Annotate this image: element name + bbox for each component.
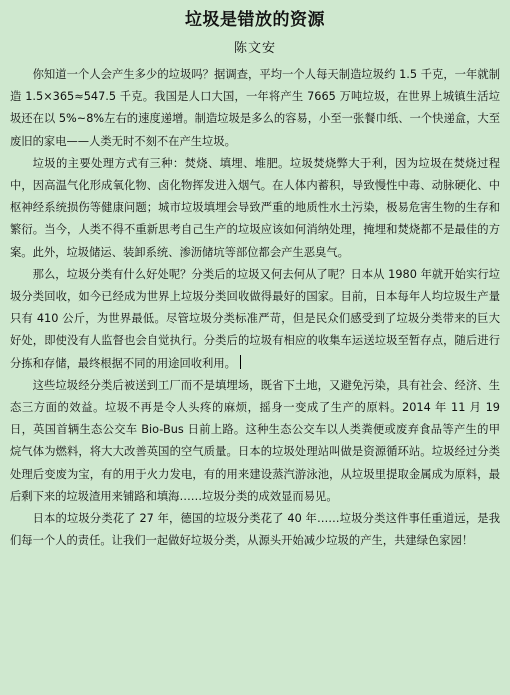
paragraph-5 (10, 508, 500, 552)
article-title: 垃圾是错放的资源 (185, 10, 325, 30)
paragraph-1 (10, 64, 500, 153)
paragraph-text: 垃圾的主要处理方式有三种：焚烧、填埋、堆肥。垃圾焚烧弊大于利，因为垃圾在焚烧过程中，因高温气化形成氧化物、卤化物挥发进入烟气。在人体内蓄积，导致慢性中毒、动脉硬化、中枢神经系统损伤等健康问题；城市垃圾填埋会导致严重的地质性水土污染，极易危害生物的生存和繁衍。当今，人类不得不重新思考自己生产的垃圾应该如何消纳处理，掩埋和焚烧都不是最佳的方案。此外，垃圾储运、装卸系统、渗沥储坑等部位都会产生恶臭气。 (10, 156, 500, 259)
paragraph-text: 那么，垃圾分类有什么好处呢？分类后的垃圾又何去何从了呢？日本从 1980 年就开始实行垃圾分类回收，如今已经成为世界上垃圾分类回收做得最好的国家。目前，日本每年人均垃圾生产量只有 410 公斤，为世界最低。尽管垃圾分类标准严苛，但是民众们感受到了垃圾分类带来的巨大好处，即使没有人监督也会自觉执行。分类后的垃圾有相应的收集车运送垃圾至暂存点，随后进行分拣和存储，最终根据不同的用途回收利用。 (10, 267, 500, 370)
paragraph-4 (10, 375, 500, 508)
article-author: 陈文安 (233, 41, 276, 56)
text-cursor (240, 355, 242, 369)
paragraph-3 (10, 264, 500, 375)
paragraph-text: 日本的垃圾分类花了 27 年，德国的垃圾分类花了 40 年……垃圾分类这件事任重道远，是我们每一个人的责任。让我们一起做好垃圾分类，从源头开始减少垃圾的产生，共建绿色家园！ (10, 512, 500, 548)
paragraph-text: 你知道一个人会产生多少的垃圾吗？据调查，平均一个人每天制造垃圾约 1.5 千克，一年就制造 1.5×365≈547.5 千克。我国是人口大国，一年将产生 7665 万吨垃圾，在世界上城镇生活垃圾还在以 5%~8%左右的速度递增。制造垃圾是多么的容易，小至一张餐巾纸、一个快递盒，大至废旧的家电——人类无时不刻不在产生垃圾。 (10, 68, 500, 148)
paragraph-text: 这些垃圾经分类后被送到工厂而不是填埋场，既省下土地，又避免污染，具有社会、经济、生态三方面的效益。垃圾不再是令人头疼的麻烦，摇身一变成了生产的原料。2014 年 11 月 19 日，英国首辆生态公交车 Bio-Bus 日前上路。这种生态公交车以人类粪便或废弃食品等产生的甲烷气体为燃料，将大大改善英国的空气质量。日本的垃圾处理站叫做是资源循环站。垃圾经过分类处理后变废为宝，有的用于火力发电，有的用来建设蒸汽游泳池，从垃圾里提取金属成为原料，最后剩下来的垃圾渣用来铺路和填海……垃圾分类的成效显而易见。 (10, 378, 500, 503)
paragraph-2 (10, 153, 500, 264)
